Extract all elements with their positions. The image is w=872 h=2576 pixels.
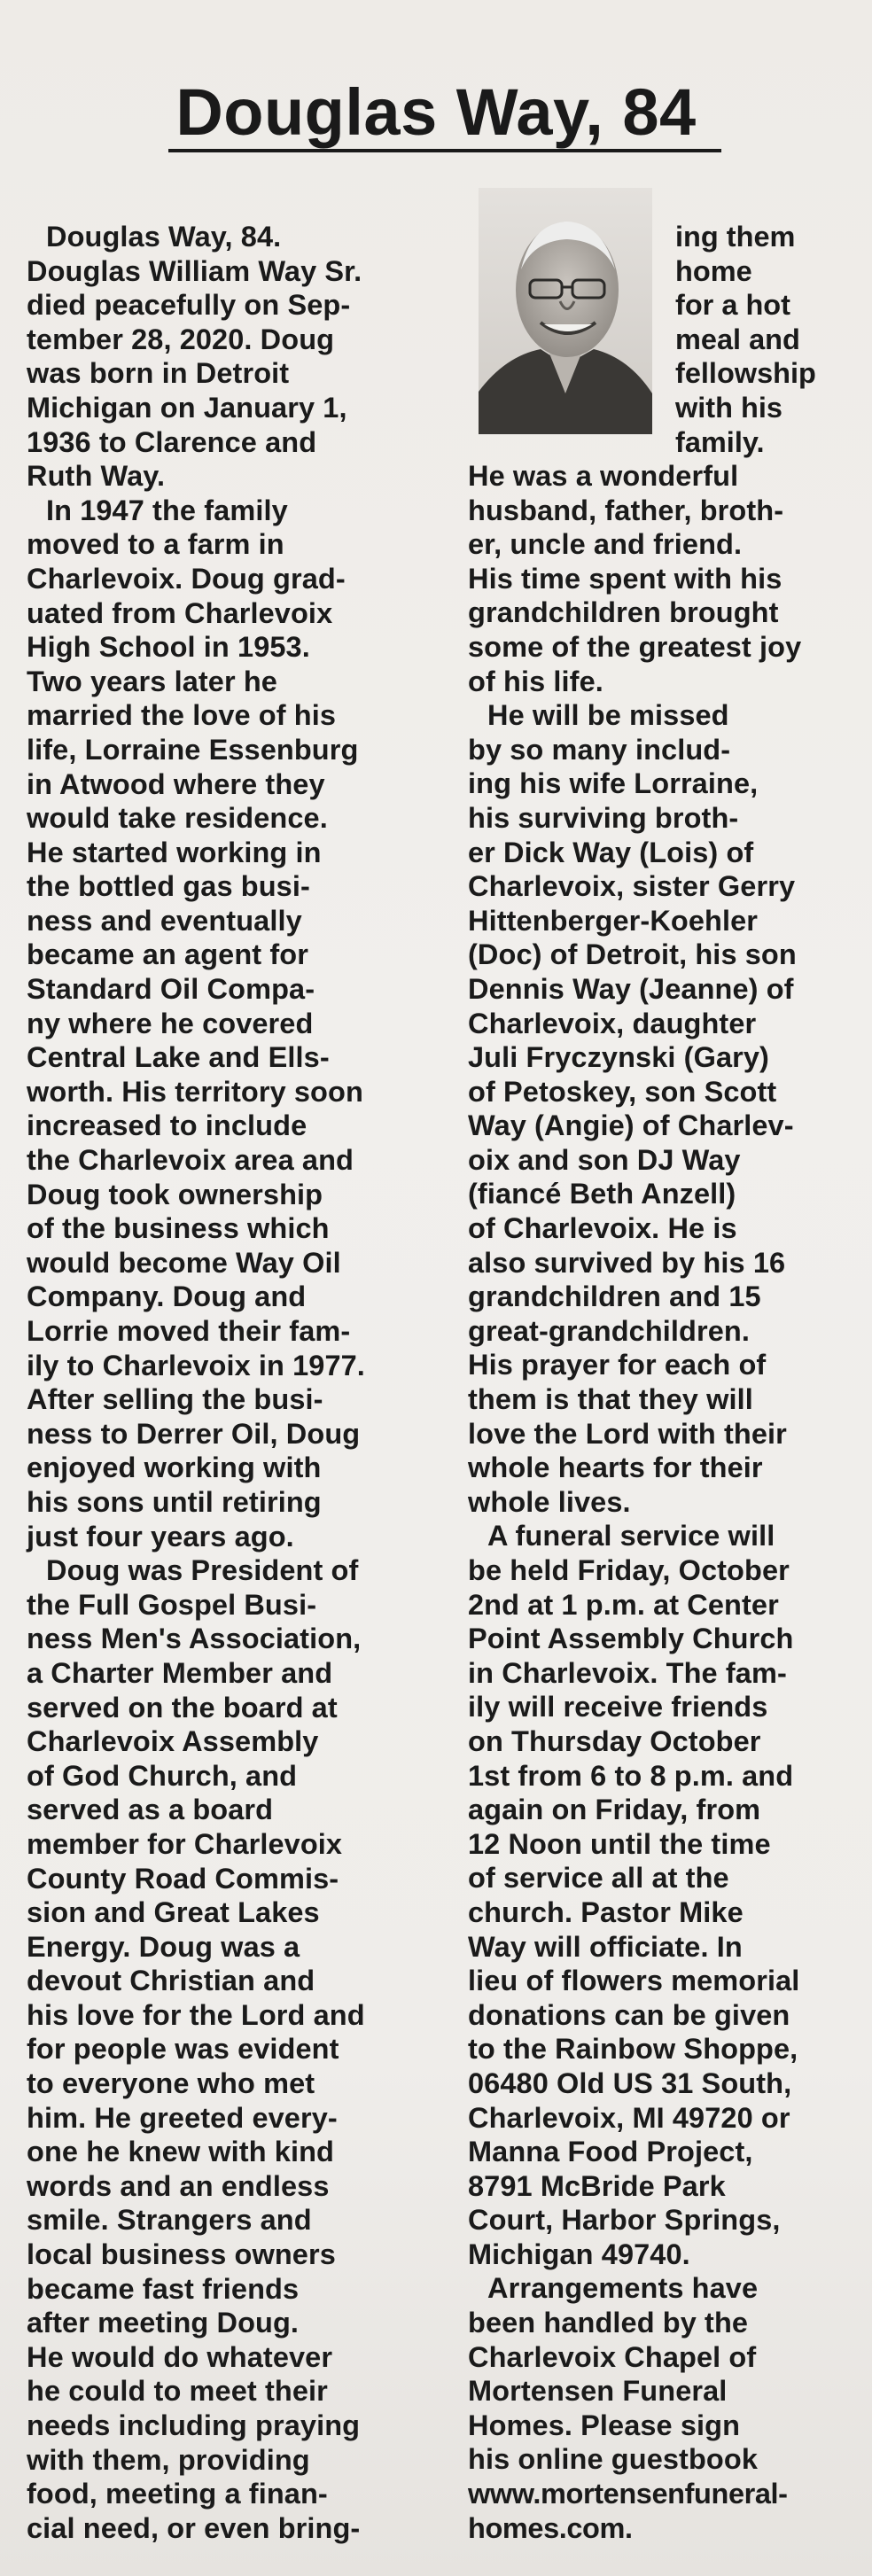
portrait-photo-icon <box>479 188 652 434</box>
paragraph-intro: Douglas Way, 84. Douglas William Way Sr. died peacefully on Sep- tember 28, 2020. Doug was born in Detroit Michigan on January 1, 1936 to Clarence and Ruth Way. <box>27 221 362 493</box>
paragraph-service: A funeral service will be held Friday, October 2nd at 1 p.m. at Center Point Assembly Church in Charlevoix. The fam- ily will receive friends on Thursday October 1st from 6 to 8 p.m. and again on Friday, from 12 Noon until the time of service all at the church. Pastor Mike Way will officiate. In lieu of flowers memorial donations can be given to the Rainbow Shoppe, 06480 Old US 31 South, Charlevoix, MI 49720 or Manna Food Project, 8791 McBride Park Court, Harbor Springs, Michigan 49740. <box>468 1520 800 2270</box>
paragraph-survivors: He will be missed by so many includ- ing his wife Lorraine, his surviving broth- er Dick Way (Lois) of Charlevoix, sister Gerry Hittenberger-Koehler (Doc) of Detroit, his son Dennis Way (Jeanne) of Charlevoix, daughter Juli Fryczynski (Gary) of Petoskey, son Scott Way (Angie) of Charlev- oix and son DJ Way (fiancé Beth Anzell) of Charlevoix. He is also survived by his 16 grandchildren and 15 great-grandchildren. His prayer for each of them is that they will love the Lord with their whole hearts for their whole lives. <box>468 699 797 1518</box>
photo-wrap-text: ing them home for a hot meal and fellowship with his family. <box>675 221 816 458</box>
paragraph-community: Doug was President of the Full Gospel Busi- ness Men's Association, a Charter Member and served on the board at Charlevoix Assembly of God Church, and served as a board member for Charlevoix County Road Commis- sion and Great Lakes Energy. Doug was a devout Christian and his love for the Lord and for people was evident to everyone who met him. He greeted every- one he knew with kind words and an endless smile. Strangers and local business owners became fast friends after meeting Doug. He would do whatever he could to meet their needs including praying with them, providing food, meeting a finan- cial need, or even bring- <box>27 1554 365 2544</box>
guestbook-url-line-2[interactable]: homes.com. <box>468 2511 633 2544</box>
guestbook-url-line-1[interactable]: www.mortensenfuneral- <box>468 2478 788 2510</box>
paragraph-arrangements: Arrangements have been handled by the Charlevoix Chapel of Mortensen Funeral Homes. Please sign his online guestbook <box>468 2272 759 2476</box>
paragraph-family-man: He was a wonderful husband, father, broth- er, uncle and friend. His time spent with his grandchildren brought some of the greatest joy of his life. <box>468 460 802 697</box>
obituary-title: Douglas Way, 84 <box>175 75 697 149</box>
left-column <box>27 220 443 2545</box>
right-column <box>468 459 858 2545</box>
title-underline <box>168 149 721 152</box>
portrait-photo <box>479 188 652 434</box>
guestbook-link[interactable] <box>468 2477 858 2545</box>
paragraph-biography: In 1947 the family moved to a farm in Charlevoix. Doug grad- uated from Charlevoix High School in 1953. Two years later he married the love of his life, Lorraine Essenburg in Atwood where they would take residence. He started working in the bottled gas busi- ness and eventually became an agent for Standard Oil Compa- ny where he covered Central Lake and Ells- worth. His territory soon increased to include the Charlevoix area and Doug took ownership of the business which would become Way Oil Company. Doug and Lorrie moved their fam- ily to Charlevoix in 1977. After selling the busi- ness to Derrer Oil, Doug enjoyed working with his sons until retiring just four years ago. <box>27 494 365 1553</box>
